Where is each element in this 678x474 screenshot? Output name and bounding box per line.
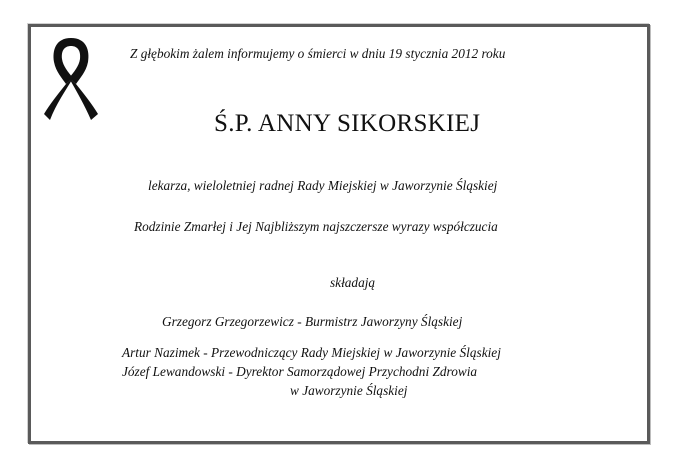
signatory-line: Artur Nazimek - Przewodniczący Rady Miejskiej w Jaworzynie Śląskiej bbox=[122, 345, 501, 360]
intro-text: Z głębokim żalem informujemy o śmierci w dniu 19 stycznia 2012 roku bbox=[130, 46, 506, 61]
offered-by-label: składają bbox=[330, 275, 376, 290]
signatory-line: Józef Lewandowski - Dyrektor Samorządowej Przychodni Zdrowia bbox=[122, 364, 478, 379]
signatory-line-continuation: w Jaworzynie Śląskiej bbox=[290, 383, 408, 398]
deceased-role: lekarza, wieloletniej radnej Rady Miejskiej w Jaworzynie Śląskiej bbox=[148, 178, 498, 193]
signatory-line: Grzegorz Grzegorzewicz - Burmistrz Jaworzyny Śląskiej bbox=[162, 314, 463, 329]
deceased-name: Ś.P. ANNY SIKORSKIEJ bbox=[214, 110, 481, 137]
condolences-text: Rodzinie Zmarłej i Jej Najbliższym najszczersze wyrazy współczucia bbox=[134, 219, 498, 234]
mourning-ribbon-icon bbox=[44, 34, 98, 122]
